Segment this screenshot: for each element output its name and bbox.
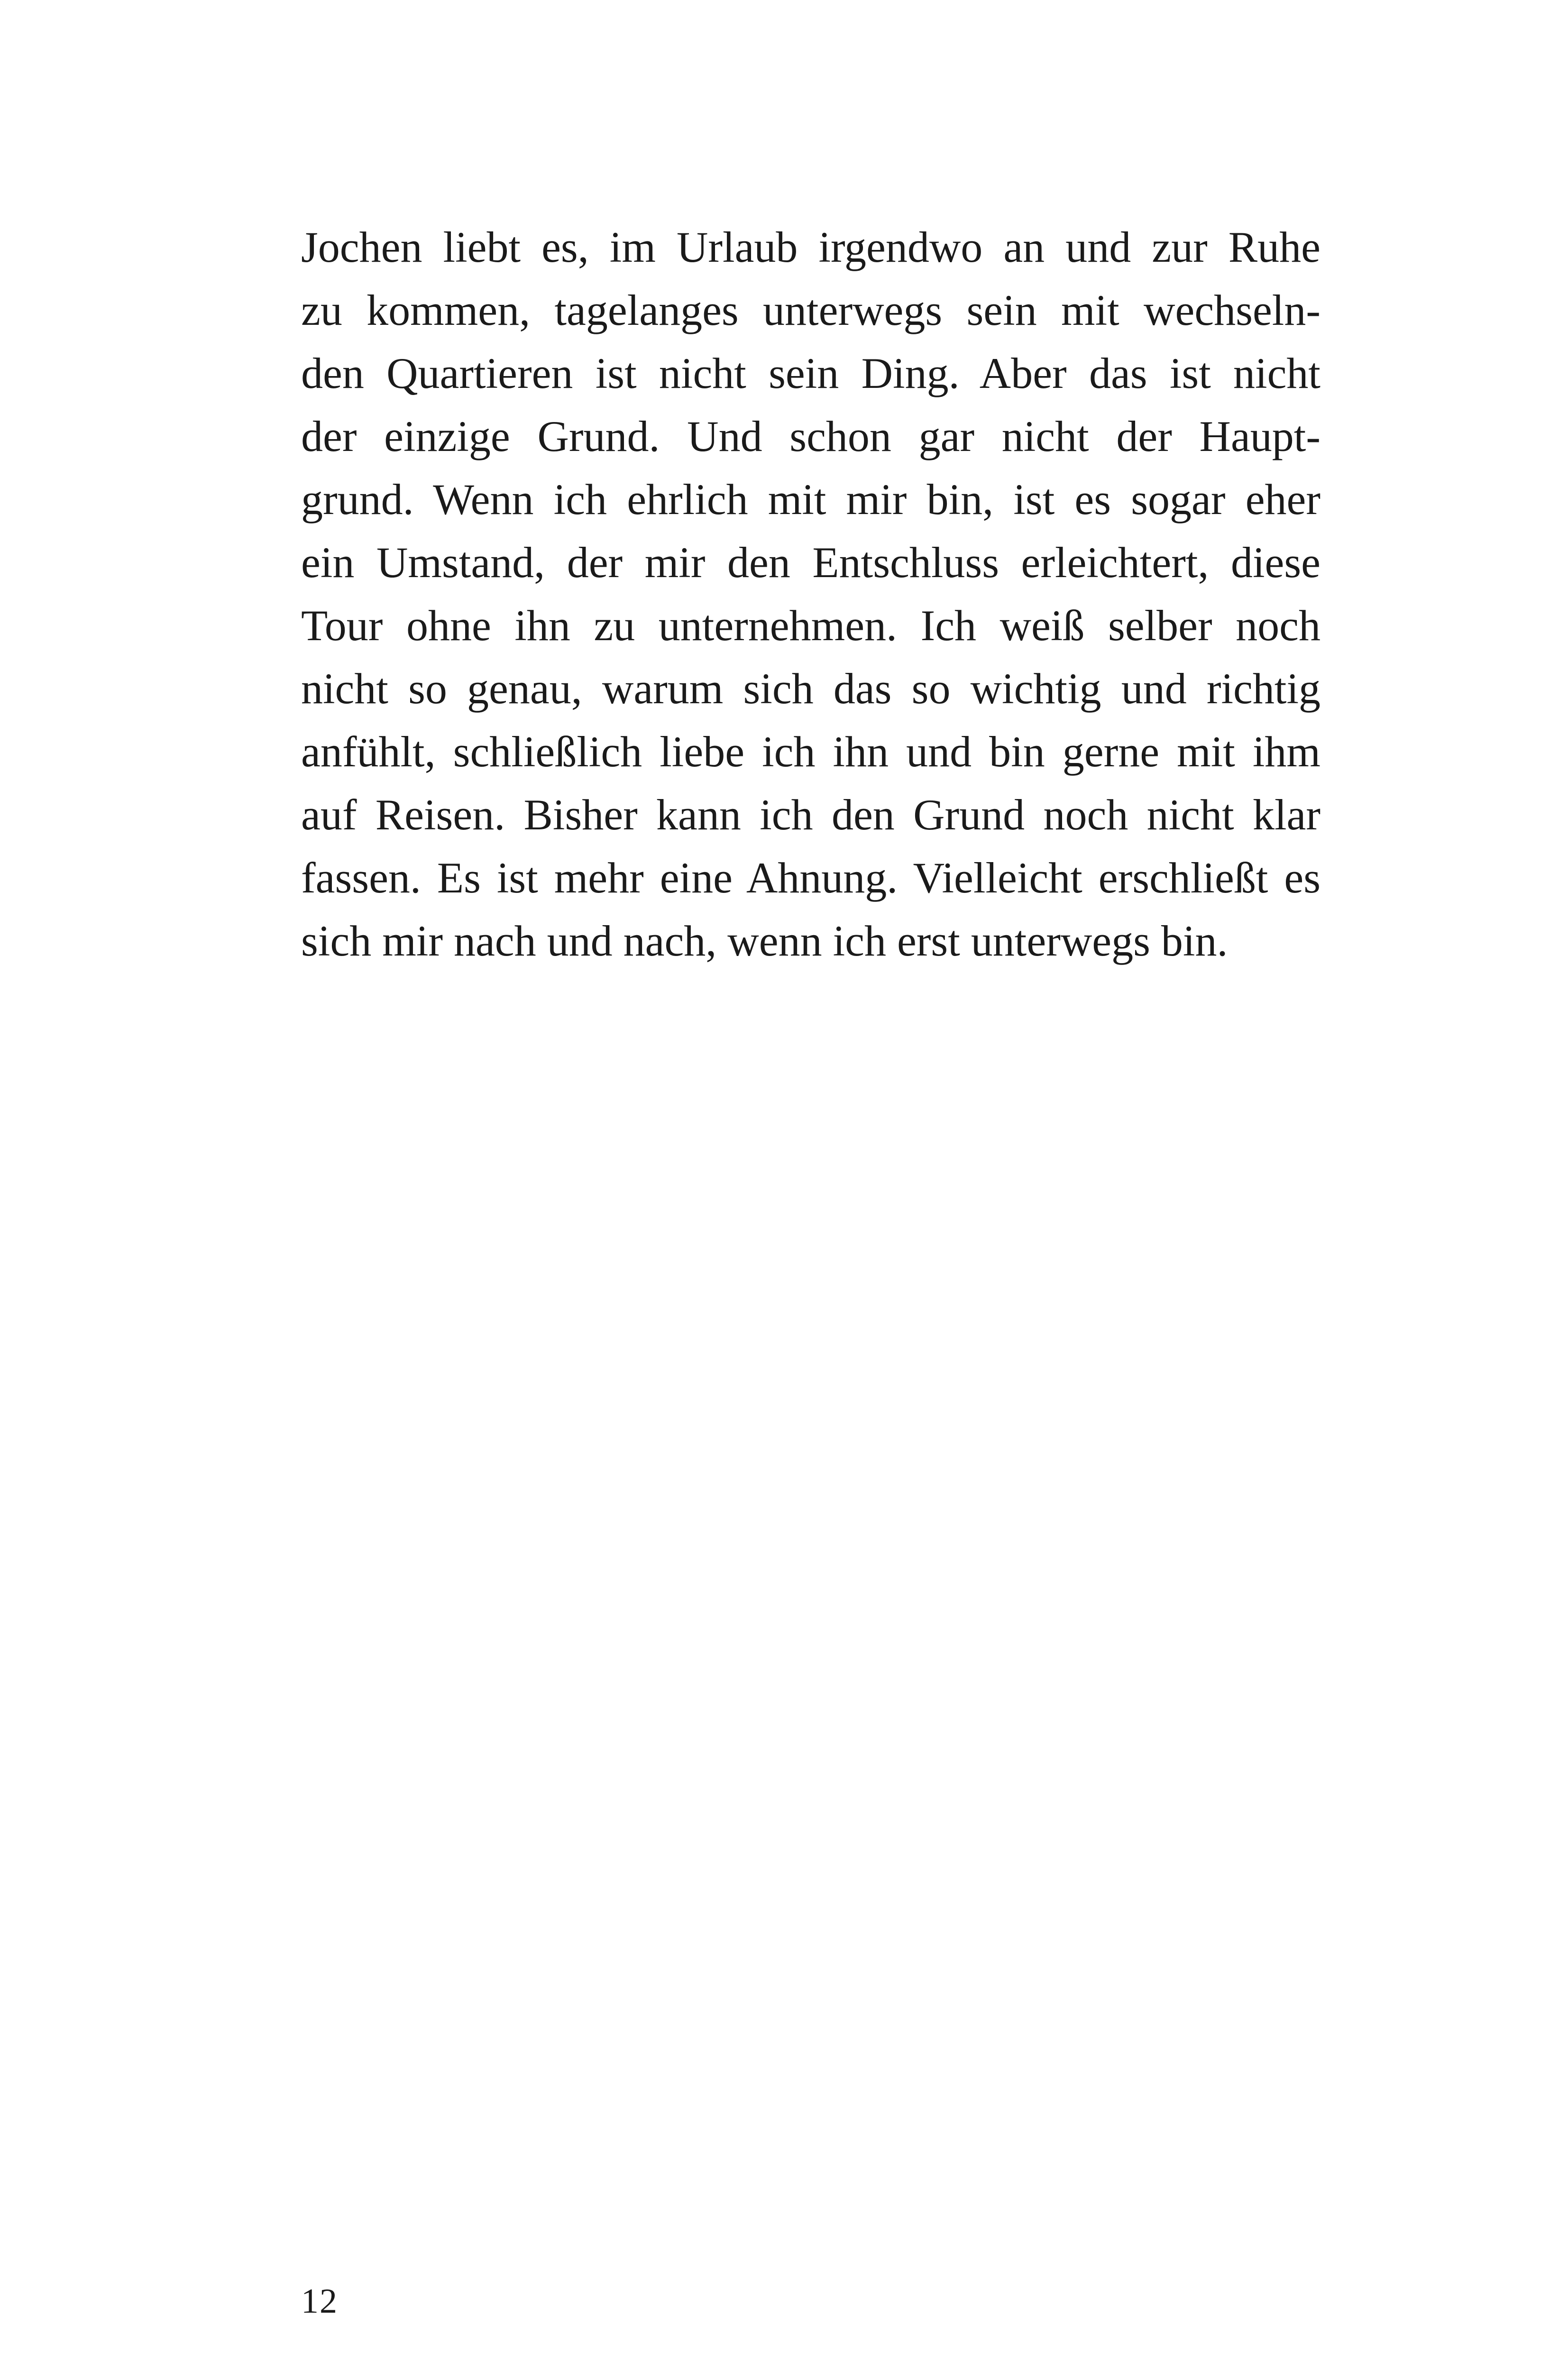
text-line: sich mir nach und nach, wenn ich erst unterwegs bin. xyxy=(301,917,1228,965)
text-line: der einzige Grund. Und schon gar nicht der Haupt- xyxy=(301,412,1320,460)
text-line: auf Reisen. Bisher kann ich den Grund noch nicht klar xyxy=(301,790,1320,839)
text-line: nicht so genau, warum sich das so wichtig und richtig xyxy=(301,664,1320,713)
body-paragraph xyxy=(301,216,1320,973)
text-line: anfühlt, schließlich liebe ich ihn und bin gerne mit ihm xyxy=(301,727,1320,776)
text-line: ein Umstand, der mir den Entschluss erleichtert, diese xyxy=(301,538,1320,587)
text-line: zu kommen, tagelanges unterwegs sein mit wechseln- xyxy=(301,286,1320,334)
page-number: 12 xyxy=(301,2282,338,2321)
text-line: grund. Wenn ich ehrlich mit mir bin, ist es sogar eher xyxy=(301,475,1320,524)
text-line: den Quartieren ist nicht sein Ding. Aber das ist nicht xyxy=(301,349,1320,397)
text-line: Jochen liebt es, im Urlaub irgendwo an und zur Ruhe xyxy=(301,223,1320,271)
text-line: fassen. Es ist mehr eine Ahnung. Vielleicht erschließt es xyxy=(301,854,1320,902)
text-line: Tour ohne ihn zu unternehmen. Ich weiß selber noch xyxy=(301,601,1320,650)
